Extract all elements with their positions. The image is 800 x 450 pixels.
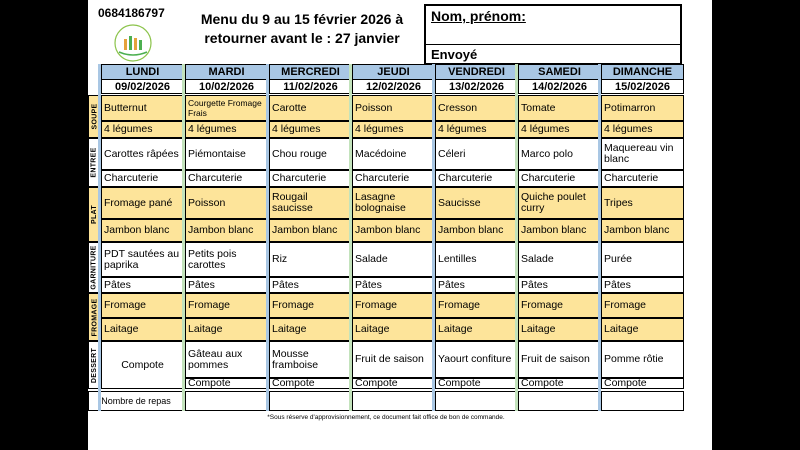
day-date: 11/02/2026 bbox=[283, 81, 338, 93]
menu-cell[interactable]: Courgette Fromage Frais bbox=[185, 95, 268, 121]
menu-cell[interactable]: Jambon blanc bbox=[185, 219, 268, 242]
menu-cell[interactable]: Pâtes bbox=[269, 277, 352, 293]
menu-cell[interactable]: Pâtes bbox=[518, 277, 601, 293]
meals-count-input[interactable] bbox=[435, 391, 518, 411]
sent-field[interactable] bbox=[424, 44, 682, 65]
menu-cell[interactable]: Quiche poulet curry bbox=[518, 187, 601, 219]
menu-cell[interactable]: Laitage bbox=[101, 318, 184, 341]
menu-cell[interactable]: Pomme rôtie bbox=[601, 341, 684, 378]
title-line-2: retourner avant le : 27 janvier bbox=[204, 30, 400, 46]
logo-icon bbox=[105, 22, 161, 64]
day-name: VENDREDI bbox=[436, 65, 517, 80]
day-date: 14/02/2026 bbox=[531, 81, 588, 93]
meals-count-input[interactable] bbox=[269, 391, 352, 411]
menu-cell[interactable]: Pâtes bbox=[435, 277, 518, 293]
menu-cell[interactable]: Fruit de saison bbox=[352, 341, 435, 378]
menu-cell[interactable]: Rougail saucisse bbox=[269, 187, 352, 219]
day-header bbox=[435, 64, 518, 94]
menu-cell[interactable]: Compote bbox=[185, 378, 268, 389]
meals-count-input[interactable] bbox=[601, 391, 684, 411]
menu-cell[interactable]: Lasagne bolognaise bbox=[352, 187, 435, 219]
menu-cell[interactable]: Charcuterie bbox=[101, 170, 184, 187]
menu-cell[interactable]: Fromage bbox=[185, 293, 268, 318]
menu-cell[interactable]: Yaourt confiture bbox=[435, 341, 518, 378]
menu-cell[interactable]: Céleri bbox=[435, 138, 518, 170]
menu-cell[interactable]: Laitage bbox=[352, 318, 435, 341]
menu-cell[interactable]: Saucisse bbox=[435, 187, 518, 219]
menu-cell[interactable]: 4 légumes bbox=[101, 121, 184, 138]
menu-grid bbox=[88, 64, 684, 412]
menu-cell[interactable]: Poisson bbox=[185, 187, 268, 219]
menu-cell[interactable]: Jambon blanc bbox=[601, 219, 684, 242]
day-header bbox=[101, 64, 184, 94]
day-header bbox=[185, 64, 268, 94]
day-name: DIMANCHE bbox=[602, 65, 683, 80]
menu-cell[interactable]: 4 légumes bbox=[269, 121, 352, 138]
menu-cell[interactable]: Laitage bbox=[435, 318, 518, 341]
menu-sheet bbox=[88, 0, 712, 450]
sent-label: Envoyé bbox=[431, 47, 478, 62]
menu-cell[interactable]: PDT sautées au paprika bbox=[101, 242, 184, 277]
menu-cell[interactable]: 4 légumes bbox=[185, 121, 268, 138]
category-text: SOUPE bbox=[91, 103, 99, 130]
column-band bbox=[598, 64, 601, 411]
menu-cell[interactable]: Petits pois carottes bbox=[185, 242, 268, 277]
menu-cell[interactable]: Pâtes bbox=[101, 277, 184, 293]
menu-cell[interactable]: Laitage bbox=[518, 318, 601, 341]
menu-cell[interactable]: Cresson bbox=[435, 95, 518, 121]
menu-cell[interactable]: Potimarron bbox=[601, 95, 684, 121]
category-text: ENTREE bbox=[91, 147, 99, 178]
day-date: 10/02/2026 bbox=[198, 81, 255, 93]
day-header bbox=[518, 64, 601, 94]
meals-count-input[interactable] bbox=[352, 391, 435, 411]
day-name: MERCREDI bbox=[270, 65, 351, 80]
day-name: LUNDI bbox=[102, 65, 183, 80]
menu-cell[interactable]: Laitage bbox=[185, 318, 268, 341]
day-date: 12/02/2026 bbox=[365, 81, 422, 93]
menu-cell[interactable]: 4 légumes bbox=[601, 121, 684, 138]
meals-count-label: Nombre de repas bbox=[88, 391, 184, 411]
column-band bbox=[98, 64, 101, 411]
menu-cell[interactable]: Compote bbox=[601, 378, 684, 389]
column-band bbox=[432, 64, 435, 411]
day-date: 15/02/2026 bbox=[614, 81, 671, 93]
menu-cell[interactable]: Jambon blanc bbox=[518, 219, 601, 242]
menu-cell[interactable]: 4 légumes bbox=[352, 121, 435, 138]
menu-cell[interactable]: Pâtes bbox=[601, 277, 684, 293]
day-date: 09/02/2026 bbox=[114, 81, 171, 93]
day-name: JEUDI bbox=[353, 65, 434, 80]
name-field[interactable] bbox=[424, 4, 682, 44]
menu-cell[interactable]: Jambon blanc bbox=[269, 219, 352, 242]
menu-cell[interactable]: Jambon blanc bbox=[352, 219, 435, 242]
menu-cell[interactable]: Mousse framboise bbox=[269, 341, 352, 378]
day-name: MARDI bbox=[186, 65, 267, 80]
menu-cell[interactable]: Salade bbox=[518, 242, 601, 277]
menu-cell[interactable]: Carotte bbox=[269, 95, 352, 121]
day-header bbox=[601, 64, 684, 94]
menu-cell[interactable]: Tripes bbox=[601, 187, 684, 219]
menu-cell[interactable]: Charcuterie bbox=[435, 170, 518, 187]
menu-cell[interactable]: Compote bbox=[101, 341, 184, 389]
menu-cell[interactable]: 4 légumes bbox=[518, 121, 601, 138]
column-band bbox=[349, 64, 352, 411]
menu-cell[interactable]: Fromage bbox=[101, 293, 184, 318]
menu-cell[interactable]: Fromage pané bbox=[101, 187, 184, 219]
menu-cell[interactable]: Fromage bbox=[601, 293, 684, 318]
menu-cell[interactable]: Laitage bbox=[601, 318, 684, 341]
phone-number: 0684186797 bbox=[98, 6, 165, 20]
menu-cell[interactable]: Charcuterie bbox=[185, 170, 268, 187]
day-header bbox=[352, 64, 435, 94]
column-band bbox=[182, 64, 185, 411]
menu-cell[interactable]: Jambon blanc bbox=[101, 219, 184, 242]
menu-cell[interactable]: Charcuterie bbox=[601, 170, 684, 187]
menu-cell[interactable]: Compote bbox=[352, 378, 435, 389]
meals-count-input[interactable] bbox=[518, 391, 601, 411]
menu-cell[interactable]: Compote bbox=[435, 378, 518, 389]
category-text: GARNITURE bbox=[91, 245, 98, 290]
menu-cell[interactable]: Piémontaise bbox=[185, 138, 268, 170]
name-label: Nom, prénom: bbox=[431, 8, 526, 24]
menu-cell[interactable]: Tomate bbox=[518, 95, 601, 121]
menu-cell[interactable]: Charcuterie bbox=[352, 170, 435, 187]
menu-cell[interactable]: Gâteau aux pommes bbox=[185, 341, 268, 378]
menu-cell[interactable]: Butternut bbox=[101, 95, 184, 121]
menu-cell[interactable]: Macédoine bbox=[352, 138, 435, 170]
menu-cell[interactable]: Fromage bbox=[352, 293, 435, 318]
menu-cell[interactable]: Pâtes bbox=[352, 277, 435, 293]
menu-cell[interactable]: Charcuterie bbox=[518, 170, 601, 187]
menu-cell[interactable]: 4 légumes bbox=[435, 121, 518, 138]
menu-cell[interactable]: Compote bbox=[269, 378, 352, 389]
menu-cell[interactable]: Fromage bbox=[518, 293, 601, 318]
menu-cell[interactable]: Poisson bbox=[352, 95, 435, 121]
menu-cell[interactable]: Purée bbox=[601, 242, 684, 277]
menu-cell[interactable]: Lentilles bbox=[435, 242, 518, 277]
column-band bbox=[515, 64, 518, 411]
menu-cell[interactable]: Compote bbox=[518, 378, 601, 389]
menu-cell[interactable]: Marco polo bbox=[518, 138, 601, 170]
footer-note: *Sous réserve d'approvisionnement, ce document fait office de bon de commande. bbox=[267, 414, 505, 421]
menu-cell[interactable]: Charcuterie bbox=[269, 170, 352, 187]
menu-cell[interactable]: Fromage bbox=[269, 293, 352, 318]
category-text: FROMAGE bbox=[91, 298, 99, 336]
menu-cell[interactable]: Laitage bbox=[269, 318, 352, 341]
day-header bbox=[269, 64, 352, 94]
menu-cell[interactable]: Salade bbox=[352, 242, 435, 277]
menu-cell[interactable]: Riz bbox=[269, 242, 352, 277]
day-name: SAMEDI bbox=[519, 65, 600, 80]
menu-cell[interactable]: Fromage bbox=[435, 293, 518, 318]
menu-cell[interactable]: Jambon blanc bbox=[435, 219, 518, 242]
column-band bbox=[266, 64, 269, 411]
title-line-1: Menu du 9 au 15 février 2026 à bbox=[200, 11, 404, 27]
menu-cell[interactable]: Carottes râpées bbox=[101, 138, 184, 170]
menu-cell[interactable]: Fruit de saison bbox=[518, 341, 601, 378]
menu-cell[interactable]: Pâtes bbox=[185, 277, 268, 293]
category-text: DESSERT bbox=[91, 347, 99, 383]
meals-count-input[interactable] bbox=[185, 391, 268, 411]
category-text: PLAT bbox=[91, 205, 98, 224]
menu-title bbox=[180, 10, 424, 48]
menu-cell[interactable]: Maquereau vin blanc bbox=[601, 138, 684, 170]
day-date: 13/02/2026 bbox=[448, 81, 505, 93]
menu-cell[interactable]: Chou rouge bbox=[269, 138, 352, 170]
